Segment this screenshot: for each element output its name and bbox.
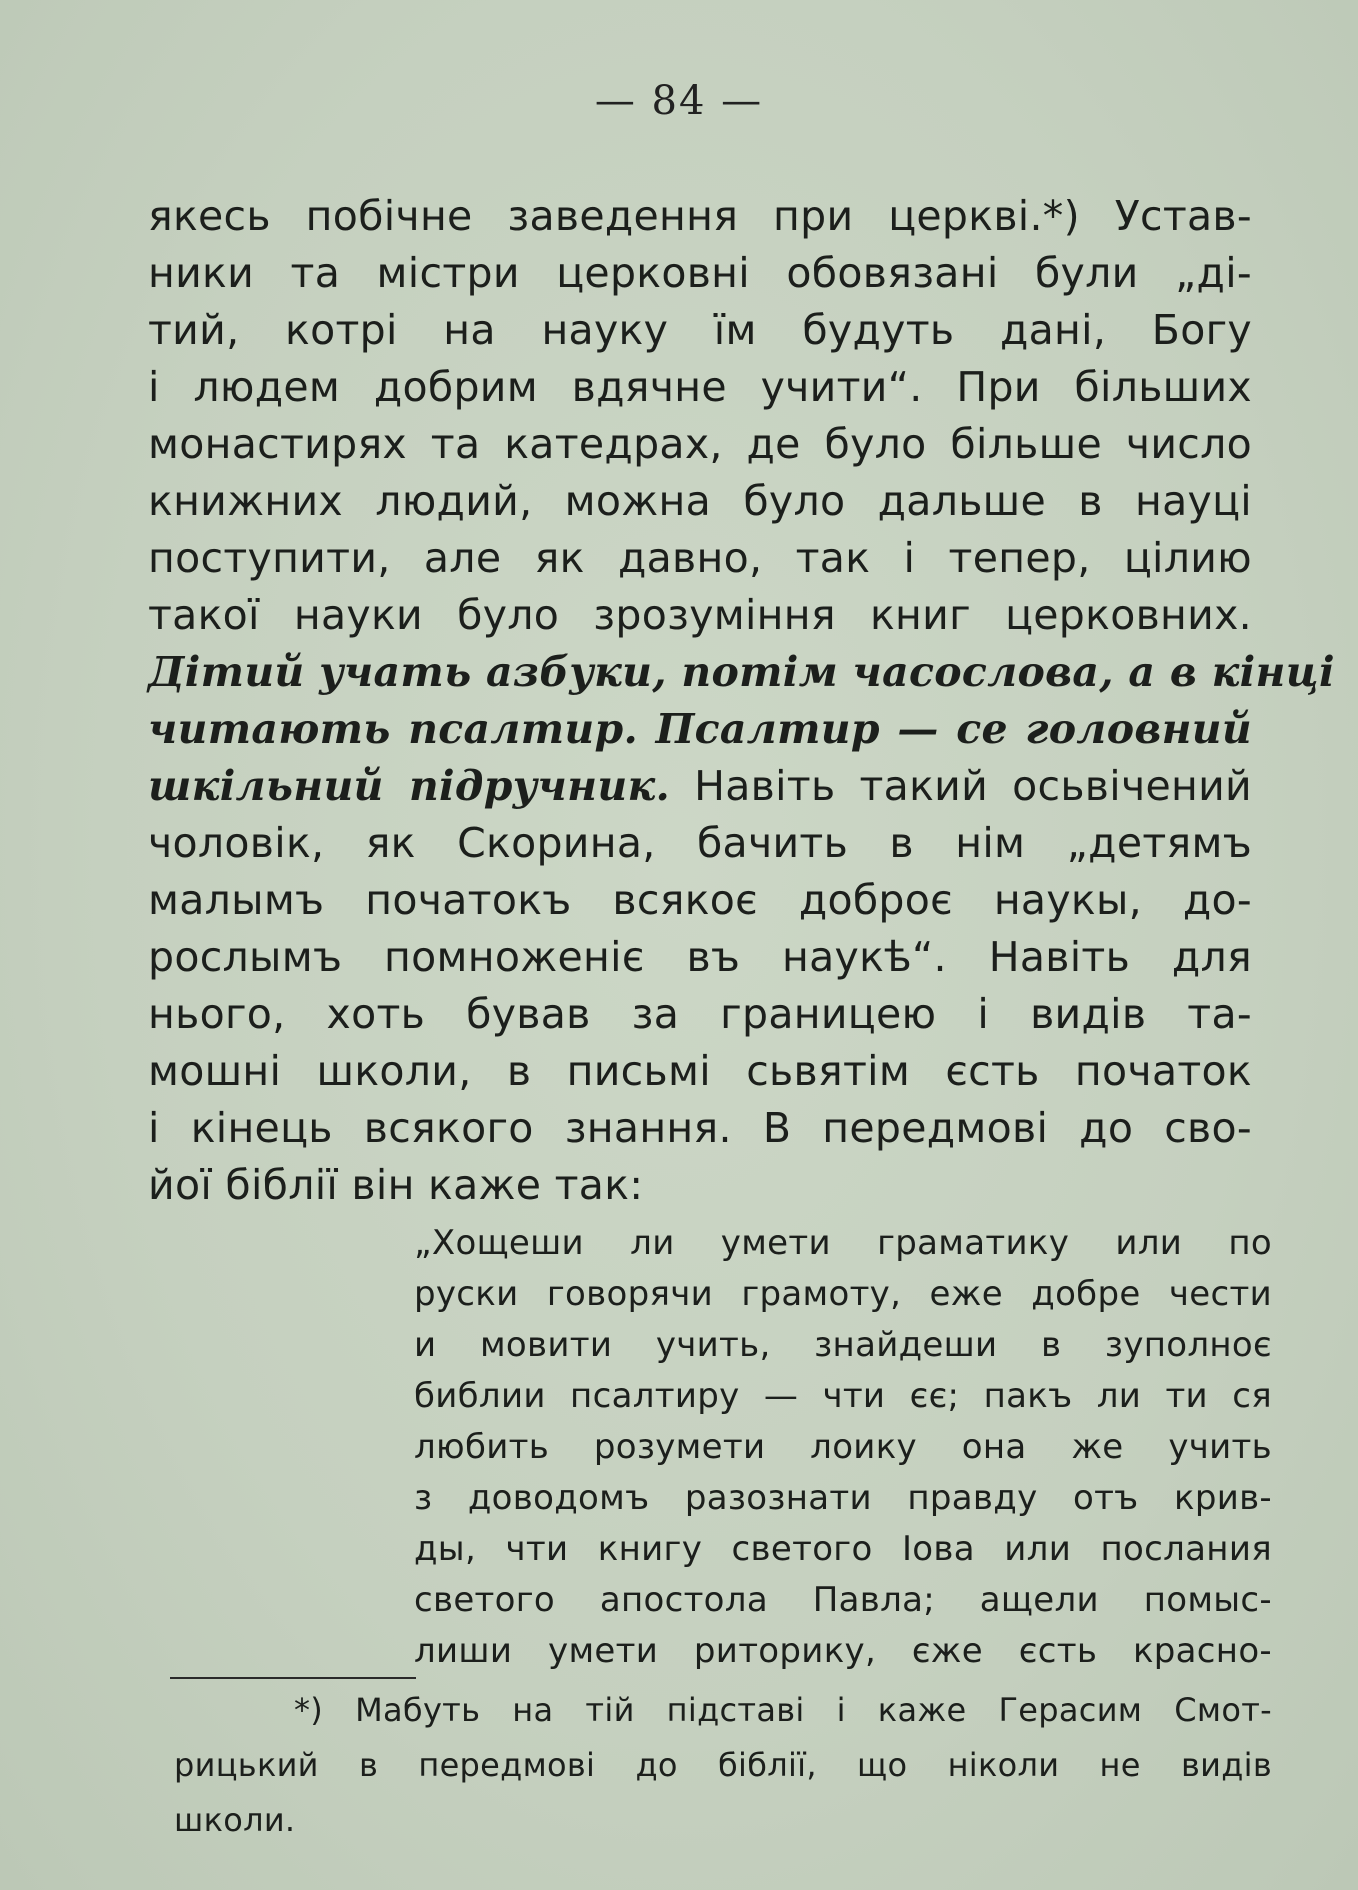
text-line: поступити, але як давно, так і тепер, цілию	[148, 534, 1252, 582]
quote-line: руски говорячи грамоту, еже добре чести	[414, 1274, 1272, 1314]
text-line: рослымъ помноженіє въ наукѣ“. Навіть для	[148, 933, 1252, 981]
main-text	[148, 188, 1335, 1214]
text-line: нього, хоть бував за границею і видів та-	[148, 990, 1252, 1038]
quote-line: з доводомъ разознати правду отъ крив-	[414, 1478, 1272, 1518]
text-line: чоловік, як Скорина, бачить в нім „детямъ	[148, 819, 1252, 867]
footnote-divider	[170, 1677, 416, 1679]
text-line: монастирях та катедрах, де було більше число	[148, 420, 1252, 468]
footnote-line: школи.	[174, 1801, 296, 1839]
block-quote	[414, 1218, 1272, 1677]
text-line: ники та містри церковні обовязані були „ді-	[148, 249, 1252, 297]
quote-line: ды, чти книгу светого Іова или послания	[414, 1529, 1272, 1569]
text-line: мошні школи, в письмі сьвятім єсть початок	[148, 1047, 1252, 1095]
text-line: книжних людий, можна було дальше в науці	[148, 477, 1252, 525]
quote-line: светого апостола Павла; ащели помыс-	[414, 1580, 1272, 1620]
text-line: такої науки було зрозуміння книг церковних.	[148, 591, 1252, 639]
footnote-line: *) Мабуть на тій підставі і каже Герасим Смот-	[294, 1691, 1272, 1729]
text-line: і людем добрим вдячне учити“. При більших	[148, 363, 1252, 411]
quote-line: библии псалтиру — чти єє; пакъ ли ти ся	[414, 1376, 1272, 1416]
quote-line: и мовити учить, знайдеши в зуполноє	[414, 1325, 1272, 1365]
italic-emphasis: шкільний підручник.	[148, 762, 671, 810]
footnote	[174, 1683, 1272, 1848]
mixed-text-line	[148, 758, 1252, 815]
text-segment: Навіть такий осьвічений	[670, 762, 1252, 810]
quote-line: „Хощеши ли умети граматику или по	[414, 1223, 1272, 1263]
text-line: якесь побічне заведення при церкві.*) Устав-	[148, 192, 1252, 240]
quote-line: любить розумети лоику она же учить	[414, 1427, 1272, 1467]
quote-line: лиши умети риторику, єже єсть красно-	[414, 1631, 1272, 1671]
italic-text-line: читають псалтир. Псалтир — се головний	[148, 705, 1252, 753]
italic-text-line: Дітий учать азбуки, потім часослова, а в кінці	[148, 648, 1335, 696]
page-number: — 84 —	[594, 78, 764, 124]
footnote-line: рицький в передмові до біблії, що ніколи не видів	[174, 1746, 1272, 1784]
text-line: йої біблії він каже так:	[148, 1161, 644, 1209]
text-line: тий, котрі на науку їм будуть дані, Богу	[148, 306, 1252, 354]
text-line: малымъ початокъ всякоє доброє наукы, до-	[148, 876, 1252, 924]
text-line: і кінець всякого знання. В передмові до сво-	[148, 1104, 1252, 1152]
